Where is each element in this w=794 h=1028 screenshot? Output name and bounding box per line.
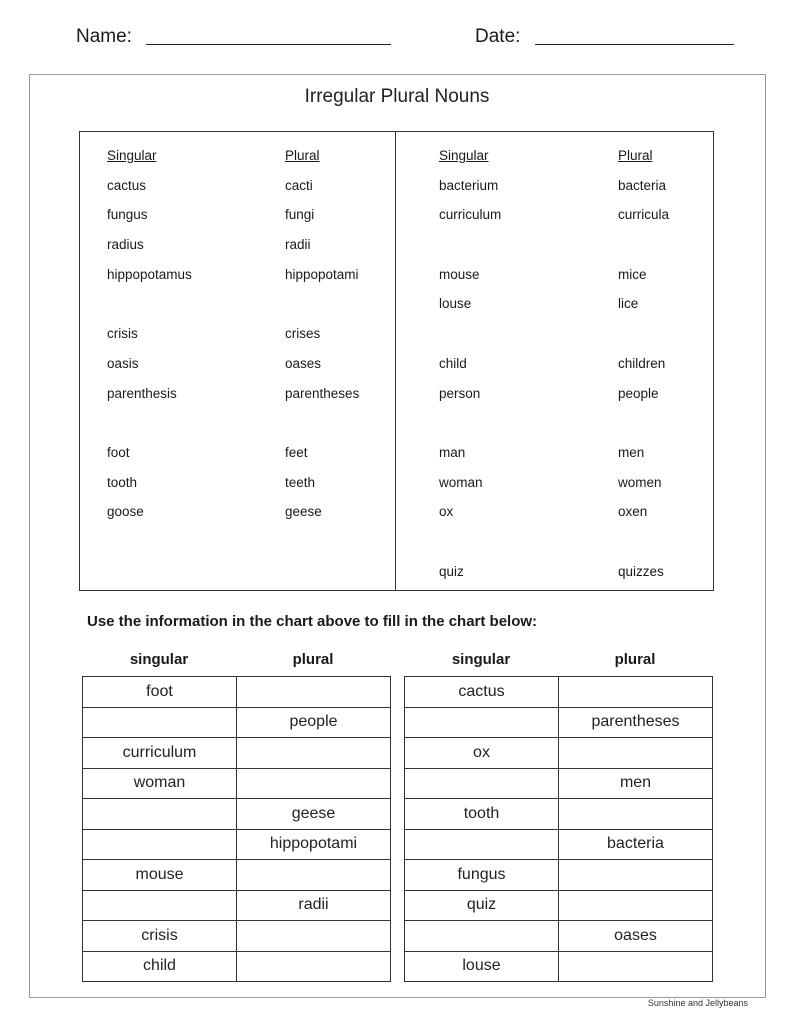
table-row xyxy=(405,768,713,799)
ref-word: woman xyxy=(439,474,483,490)
fill-cell[interactable] xyxy=(559,890,713,921)
ref-word: oasis xyxy=(107,355,139,371)
table-row xyxy=(405,799,713,830)
fill-cell[interactable]: hippopotami xyxy=(237,829,391,860)
fill-cell[interactable] xyxy=(559,951,713,982)
fill-cell[interactable] xyxy=(83,890,237,921)
table-row xyxy=(83,860,391,891)
fill-cell[interactable] xyxy=(559,738,713,769)
fill-table-right xyxy=(404,676,713,982)
table-row xyxy=(83,799,391,830)
date-line[interactable] xyxy=(535,44,734,45)
ref-word xyxy=(285,294,465,324)
ref-word: oxen xyxy=(618,504,648,520)
ref-word xyxy=(439,324,619,354)
table-row xyxy=(405,951,713,982)
ref-right-singular-column xyxy=(439,146,619,591)
ref-word: tooth xyxy=(107,474,138,490)
fill-cell[interactable] xyxy=(83,829,237,860)
fill-right-singular-header: singular xyxy=(451,651,511,668)
table-row xyxy=(405,921,713,952)
fill-left-plural-header: plural xyxy=(292,651,334,668)
fill-cell[interactable]: quiz xyxy=(405,890,559,921)
fill-cell[interactable] xyxy=(237,768,391,799)
ref-word xyxy=(107,413,287,443)
table-row xyxy=(405,707,713,738)
ref-word: radii xyxy=(285,237,311,253)
ref-word: people xyxy=(618,385,659,401)
fill-cell[interactable] xyxy=(559,677,713,708)
worksheet-title: Irregular Plural Nouns xyxy=(304,86,490,107)
ref-left-plural-column xyxy=(285,146,465,532)
ref-word xyxy=(618,532,794,562)
fill-cell[interactable] xyxy=(405,768,559,799)
ref-word: goose xyxy=(107,504,144,520)
ref-word: oases xyxy=(285,355,322,371)
table-row xyxy=(83,677,391,708)
instructions: Use the information in the chart above to fill in the chart below: xyxy=(87,613,538,630)
table-row xyxy=(83,890,391,921)
ref-word: parenthesis xyxy=(107,385,177,401)
fill-cell[interactable] xyxy=(405,707,559,738)
ref-singular-header: Singular xyxy=(107,148,157,163)
ref-word xyxy=(439,413,619,443)
fill-cell[interactable]: woman xyxy=(83,768,237,799)
ref-word: hippopotami xyxy=(285,266,359,282)
fill-cell[interactable]: curriculum xyxy=(83,738,237,769)
fill-cell[interactable] xyxy=(237,738,391,769)
fill-table-left xyxy=(82,676,391,982)
fill-cell[interactable] xyxy=(237,951,391,982)
fill-cell[interactable]: foot xyxy=(83,677,237,708)
fill-cell[interactable]: louse xyxy=(405,951,559,982)
table-row xyxy=(83,707,391,738)
fill-cell[interactable]: parentheses xyxy=(559,707,713,738)
ref-singular-header: Singular xyxy=(439,148,489,163)
fill-cell[interactable] xyxy=(405,829,559,860)
ref-word: crisis xyxy=(107,326,138,342)
ref-word xyxy=(285,413,465,443)
table-row xyxy=(83,921,391,952)
fill-cell[interactable]: radii xyxy=(237,890,391,921)
ref-word: women xyxy=(618,474,662,490)
ref-word: parentheses xyxy=(285,385,360,401)
ref-word: hippopotamus xyxy=(107,266,192,282)
fill-cell[interactable]: people xyxy=(237,707,391,738)
credit-text: Sunshine and Jellybeans xyxy=(647,998,748,1008)
ref-word xyxy=(618,235,794,265)
ref-left-singular-column xyxy=(107,146,287,532)
ref-word: ox xyxy=(439,504,454,520)
fill-cell[interactable]: ox xyxy=(405,738,559,769)
name-label: Name: xyxy=(76,26,132,47)
table-row xyxy=(83,951,391,982)
ref-right-plural-column xyxy=(618,146,794,591)
ref-word: curricula xyxy=(618,207,670,223)
ref-word: quiz xyxy=(439,563,464,579)
ref-word: bacteria xyxy=(618,177,667,193)
ref-word xyxy=(439,532,619,562)
fill-cell[interactable] xyxy=(237,860,391,891)
ref-plural-header: Plural xyxy=(618,148,653,163)
fill-cell[interactable] xyxy=(237,921,391,952)
ref-word: lice xyxy=(618,296,639,312)
fill-cell[interactable] xyxy=(559,860,713,891)
ref-word: mice xyxy=(618,266,647,282)
table-row xyxy=(83,829,391,860)
ref-word: foot xyxy=(107,444,130,460)
ref-word xyxy=(107,294,287,324)
ref-word: children xyxy=(618,355,666,371)
fill-cell[interactable]: oases xyxy=(559,921,713,952)
fill-cell[interactable] xyxy=(559,799,713,830)
ref-word: fungi xyxy=(285,207,315,223)
ref-word: man xyxy=(439,444,466,460)
fill-cell[interactable]: bacteria xyxy=(559,829,713,860)
ref-word: mouse xyxy=(439,266,480,282)
ref-plural-header: Plural xyxy=(285,148,320,163)
fill-cell[interactable]: tooth xyxy=(405,799,559,830)
name-line[interactable] xyxy=(146,44,391,45)
ref-word: curriculum xyxy=(439,207,502,223)
ref-word xyxy=(618,413,794,443)
ref-word: person xyxy=(439,385,481,401)
ref-word: geese xyxy=(285,504,322,520)
fill-cell[interactable]: cactus xyxy=(405,677,559,708)
fill-cell[interactable]: crisis xyxy=(83,921,237,952)
table-row xyxy=(83,738,391,769)
fill-cell[interactable] xyxy=(83,707,237,738)
table-row xyxy=(405,738,713,769)
table-row xyxy=(83,768,391,799)
ref-word: fungus xyxy=(107,207,148,223)
ref-word: crises xyxy=(285,326,321,342)
table-row xyxy=(405,860,713,891)
ref-word: child xyxy=(439,355,467,371)
ref-word: radius xyxy=(107,237,144,253)
fill-cell[interactable]: mouse xyxy=(83,860,237,891)
ref-word xyxy=(618,324,794,354)
date-label: Date: xyxy=(475,26,521,47)
fill-cell[interactable]: fungus xyxy=(405,860,559,891)
table-row xyxy=(405,829,713,860)
fill-cell[interactable]: men xyxy=(559,768,713,799)
ref-word: cactus xyxy=(107,177,147,193)
ref-word: bacterium xyxy=(439,177,499,193)
fill-cell[interactable]: geese xyxy=(237,799,391,830)
table-row xyxy=(405,677,713,708)
ref-word: louse xyxy=(439,296,472,312)
ref-word: feet xyxy=(285,444,308,460)
ref-word xyxy=(439,235,619,265)
table-row xyxy=(405,890,713,921)
fill-cell[interactable] xyxy=(237,677,391,708)
ref-word: quizzes xyxy=(618,563,664,579)
ref-word: cacti xyxy=(285,177,313,193)
fill-left-singular-header: singular xyxy=(129,651,189,668)
ref-word: teeth xyxy=(285,474,316,490)
fill-cell[interactable] xyxy=(405,921,559,952)
fill-cell[interactable] xyxy=(83,799,237,830)
ref-word: men xyxy=(618,444,645,460)
fill-right-plural-header: plural xyxy=(614,651,656,668)
fill-cell[interactable]: child xyxy=(83,951,237,982)
